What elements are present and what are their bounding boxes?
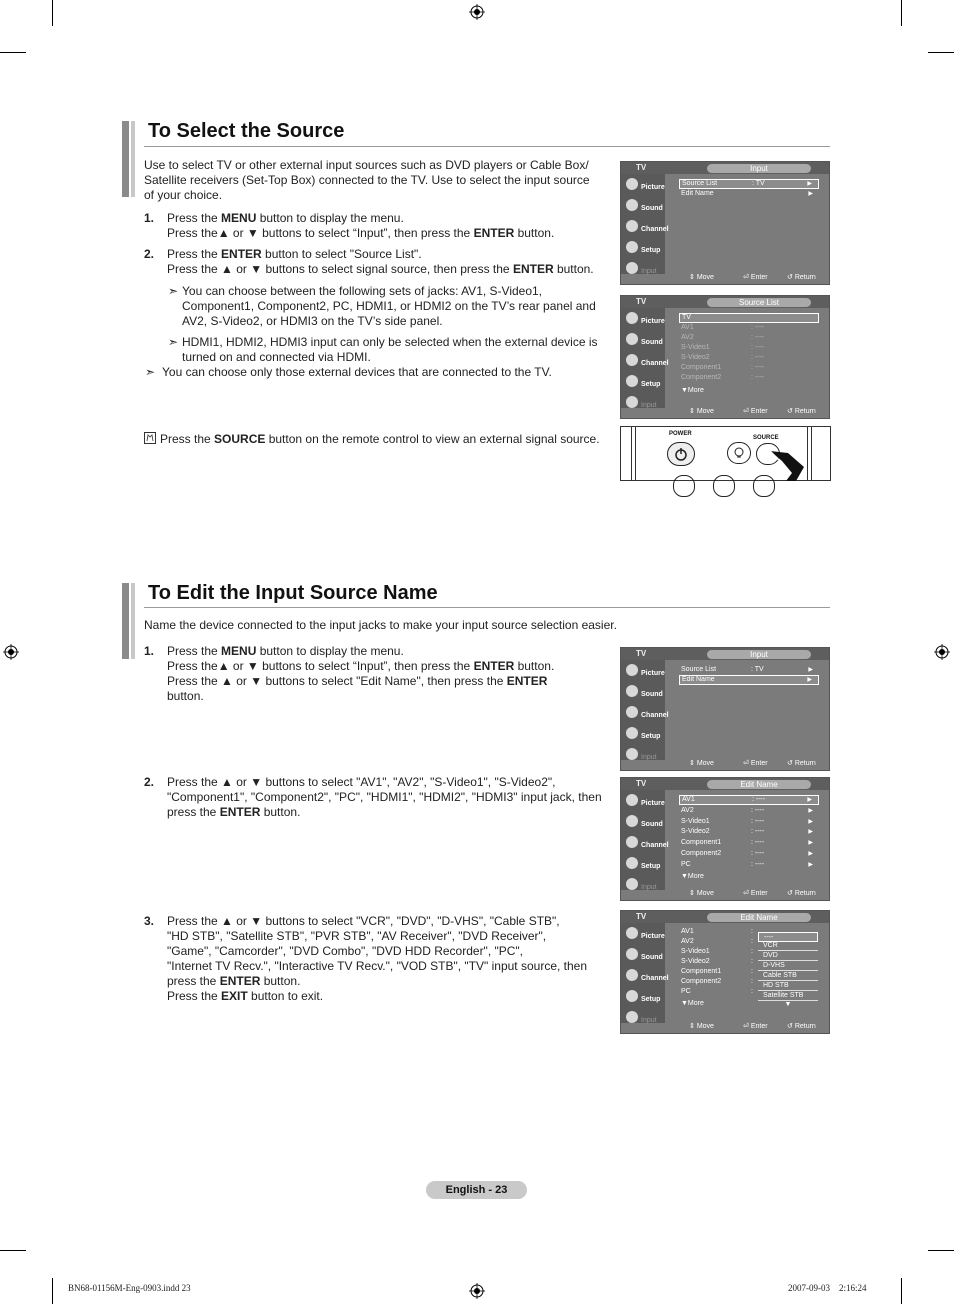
input-icon <box>626 262 638 274</box>
note-external-devices: You can choose only those external devices that are connected to the TV. <box>162 365 552 379</box>
sound-icon <box>626 333 638 345</box>
side-item-picture[interactable]: Picture <box>623 662 665 682</box>
return-hint: ↺ Return <box>787 274 816 281</box>
note-arrow-icon: ➣ <box>168 284 179 298</box>
side-item-sound[interactable]: Sound <box>623 197 665 217</box>
menu-tv-label: TV <box>636 779 647 788</box>
edit-item[interactable]: PC : <box>681 988 753 995</box>
source-item[interactable]: Component1 : ---- <box>681 364 765 371</box>
source-item[interactable]: AV2 : ---- <box>681 334 765 341</box>
side-item-input[interactable]: Input <box>623 876 665 896</box>
dropdown-option[interactable]: Satellite STB <box>758 991 818 1001</box>
crop-mark <box>928 1250 954 1251</box>
dropdown-option[interactable]: D-VHS <box>758 961 818 971</box>
sound-icon <box>626 199 638 211</box>
side-item-channel[interactable]: Channel <box>623 704 665 724</box>
side-item-picture[interactable]: Picture <box>623 925 665 945</box>
move-hint: ⇕ Move <box>689 274 714 281</box>
side-item-channel[interactable]: Channel <box>623 352 665 372</box>
side-item-sound[interactable]: Sound <box>623 813 665 833</box>
move-hint: ⇕ Move <box>689 1023 714 1030</box>
edit-item[interactable]: Component1 : <box>681 968 753 975</box>
source-item[interactable]: Component2 : ---- <box>681 374 765 381</box>
edit-item[interactable]: S-Video1 : <box>681 948 753 955</box>
menu-heading: Input <box>707 650 811 659</box>
side-item-channel[interactable]: Channel <box>623 967 665 987</box>
sound-icon <box>626 815 638 827</box>
more-item[interactable]: ▼More <box>681 387 704 394</box>
enter-hint: ⏎ Enter <box>743 274 768 281</box>
section-accent-bar <box>131 121 135 197</box>
remote-tip-icon <box>144 432 158 448</box>
side-item-input[interactable]: Input <box>623 260 665 280</box>
print-file-name: BN68-01156M-Eng-0903.indd 23 <box>68 1283 191 1293</box>
section-title: To Edit the Input Source Name <box>148 582 438 604</box>
step-1-text: Press the MENU button to display the menu. Press the▲ or ▼ buttons to select “Input”, then press the ENTER button. <box>167 211 555 240</box>
edit-item[interactable]: S-Video2 : <box>681 958 753 965</box>
source-item-tv[interactable]: TV <box>679 313 819 323</box>
source-item[interactable]: S-Video2 : ---- <box>681 354 765 361</box>
menu-item-source-list[interactable]: Source List : TV ▶ <box>681 666 813 673</box>
crop-mark <box>901 1278 902 1304</box>
sound-icon <box>626 685 638 697</box>
input-icon <box>626 748 638 760</box>
picture-icon <box>626 178 638 190</box>
dropdown-option[interactable]: VCR <box>758 941 818 951</box>
menu-footer <box>665 1021 829 1033</box>
channel-icon <box>626 706 638 718</box>
edit-item[interactable]: S-Video1 : ---- ▶ <box>681 818 813 825</box>
menu-tv-label: TV <box>636 163 647 172</box>
menu-heading: Edit Name <box>707 913 811 922</box>
picture-icon <box>626 927 638 939</box>
channel-icon <box>626 354 638 366</box>
tv-menu-input-edit <box>620 647 830 771</box>
side-item-setup[interactable]: Setup <box>623 988 665 1008</box>
dropdown-scroll-down-icon[interactable]: ▼ <box>784 1001 792 1008</box>
edit-step-1-text: Press the MENU button to display the menu. Press the▲ or ▼ buttons to select “Input”, then press the ENTER button. Press the ▲ or ▼ buttons to select "Edit Name", then press the ENTER button. <box>167 644 555 703</box>
note-jacks: You can choose between the following sets of jacks: AV1, S-Video1, Component1, Component2, PC, HDMI1, or HDMI2 on the TV’s rear panel and AV2, S-Video2, or HDMI3 on the TV’s side panel. <box>182 284 596 328</box>
side-item-picture[interactable]: Picture <box>623 176 665 196</box>
edit-item[interactable]: AV2 : <box>681 938 753 945</box>
picture-icon <box>626 664 638 676</box>
power-button[interactable] <box>667 442 695 466</box>
channel-icon <box>626 220 638 232</box>
step-number: 2. <box>144 247 155 261</box>
menu-footer <box>665 406 829 418</box>
section-accent-bar <box>131 583 135 659</box>
step-2-text: Press the ENTER button to select "Source List". Press the ▲ or ▼ buttons to select signal source, then press the ENTER button. <box>167 247 594 276</box>
edit-item[interactable]: Component2 : <box>681 978 753 985</box>
edit-item[interactable]: Component1 : ---- ▶ <box>681 839 813 846</box>
tv-menu-edit-name-dropdown <box>620 910 830 1034</box>
tv-menu-input <box>620 161 830 285</box>
step-number: 2. <box>144 775 155 789</box>
pointer-hand-icon <box>766 447 806 481</box>
input-icon <box>626 878 638 890</box>
picture-icon <box>626 794 638 806</box>
move-hint: ⇕ Move <box>689 890 714 897</box>
side-item-sound[interactable]: Sound <box>623 331 665 351</box>
side-item-setup[interactable]: Setup <box>623 373 665 393</box>
more-item[interactable]: ▼More <box>681 1000 704 1007</box>
crop-mark <box>928 52 954 53</box>
menu-footer <box>665 888 829 900</box>
return-hint: ↺ Return <box>787 1023 816 1030</box>
remote-control-illustration <box>620 426 831 481</box>
edit-item[interactable]: AV1 : <box>681 928 753 935</box>
edit-step-3-text: Press the ▲ or ▼ buttons to select "VCR", "DVD", "D-VHS", "Cable STB", "HD STB", "Satellite STB", "PVR STB", "AV Receiver", "DVD Receiver", "Game", "Camcorder", "DVD Combo", "DVD HDD Recorder", "PC", "Internet TV Recv.", "Interactive TV Recv.", "VOD STB", "TV" input source, then press the ENTER button. Press the EXIT button to exit. <box>167 914 588 1003</box>
section-accent-bar <box>122 121 129 197</box>
setup-icon <box>626 727 638 739</box>
crop-mark <box>52 0 53 26</box>
menu-item-source-list[interactable]: Source List : TV ▶ <box>679 179 819 189</box>
side-item-input[interactable]: Input <box>623 1009 665 1029</box>
setup-icon <box>626 375 638 387</box>
channel-icon <box>626 969 638 981</box>
dropdown-option[interactable]: HD STB <box>758 981 818 991</box>
more-item[interactable]: ▼More <box>681 873 704 880</box>
setup-icon <box>626 990 638 1002</box>
section-accent-bar <box>122 583 129 659</box>
registration-mark-icon <box>469 4 485 20</box>
sound-icon <box>626 948 638 960</box>
source-item[interactable]: AV1 : ---- <box>681 324 765 331</box>
move-hint: ⇕ Move <box>689 760 714 767</box>
menu-item-edit-name[interactable]: Edit Name ▶ <box>679 675 819 685</box>
side-item-channel[interactable]: Channel <box>623 218 665 238</box>
enter-hint: ⏎ Enter <box>743 760 768 767</box>
dropdown-option[interactable]: DVD <box>758 951 818 961</box>
intro-paragraph: Name the device connected to the input jacks to make your input source selection easier. <box>144 618 617 632</box>
menu-heading: Source List <box>707 298 811 307</box>
tv-menu-edit-name <box>620 777 830 901</box>
power-icon <box>668 443 694 465</box>
section-divider <box>144 146 830 147</box>
enter-hint: ⏎ Enter <box>743 408 768 415</box>
move-hint: ⇕ Move <box>689 408 714 415</box>
enter-hint: ⏎ Enter <box>743 890 768 897</box>
dropdown-option[interactable]: Cable STB <box>758 971 818 981</box>
section-title: To Select the Source <box>148 120 345 142</box>
picture-icon <box>626 312 638 324</box>
side-item-setup[interactable]: Setup <box>623 855 665 875</box>
setup-icon <box>626 857 638 869</box>
menu-tv-label: TV <box>636 297 647 306</box>
side-item-channel[interactable]: Channel <box>623 834 665 854</box>
return-hint: ↺ Return <box>787 890 816 897</box>
input-icon <box>626 396 638 408</box>
intro-paragraph: Use to select TV or other external input sources such as DVD players or Cable Box/ Satellite receivers (Set-Top Box) connected to the TV. Use to select the input source of your choice. <box>144 158 590 202</box>
side-item-setup[interactable]: Setup <box>623 725 665 745</box>
return-hint: ↺ Return <box>787 760 816 767</box>
side-item-picture[interactable]: Picture <box>623 792 665 812</box>
page-number-badge: English - 23 <box>426 1181 527 1199</box>
crop-mark <box>0 1250 26 1251</box>
power-label: POWER <box>669 431 692 437</box>
edit-item[interactable]: PC : ---- ▶ <box>681 861 813 868</box>
menu-item-edit-name[interactable]: Edit Name ▶ <box>681 190 813 197</box>
return-hint: ↺ Return <box>787 408 816 415</box>
registration-mark-icon <box>469 1283 485 1299</box>
edit-item[interactable]: AV2 : ---- ▶ <box>681 807 813 814</box>
tv-menu-source-list <box>620 295 830 419</box>
side-item-sound[interactable]: Sound <box>623 946 665 966</box>
side-item-sound[interactable]: Sound <box>623 683 665 703</box>
edit-item[interactable]: AV1 : ---- ▶ <box>679 795 819 805</box>
note-arrow-icon: ➣ <box>168 335 179 349</box>
dropdown-option-selected[interactable]: ---- <box>758 932 818 942</box>
print-timestamp: 2007-09-03 2:16:24 <box>788 1283 867 1293</box>
step-number: 3. <box>144 914 155 928</box>
note-arrow-icon: ➣ <box>145 365 156 379</box>
light-button[interactable] <box>727 442 751 464</box>
menu-tv-label: TV <box>636 649 647 658</box>
light-bulb-icon <box>728 443 750 463</box>
remote-tip: Press the SOURCE button on the remote control to view an external signal source. <box>160 432 600 446</box>
menu-heading: Input <box>707 164 811 173</box>
side-item-setup[interactable]: Setup <box>623 239 665 259</box>
step-number: 1. <box>144 644 155 658</box>
step-number: 1. <box>144 211 155 225</box>
side-item-input[interactable]: Input <box>623 394 665 414</box>
source-item[interactable]: S-Video1 : ---- <box>681 344 765 351</box>
registration-mark-icon <box>934 644 950 660</box>
crop-mark <box>0 52 26 53</box>
input-icon <box>626 1011 638 1023</box>
side-item-input[interactable]: Input <box>623 746 665 766</box>
setup-icon <box>626 241 638 253</box>
section-divider <box>144 607 830 608</box>
crop-mark <box>901 0 902 26</box>
edit-item[interactable]: Component2 : ---- ▶ <box>681 850 813 857</box>
menu-footer <box>665 758 829 770</box>
source-label: SOURCE <box>753 435 779 441</box>
channel-icon <box>626 836 638 848</box>
side-item-picture[interactable]: Picture <box>623 310 665 330</box>
edit-item[interactable]: S-Video2 : ---- ▶ <box>681 828 813 835</box>
menu-tv-label: TV <box>636 912 647 921</box>
menu-heading: Edit Name <box>707 780 811 789</box>
menu-footer <box>665 272 829 284</box>
edit-step-2-text: Press the ▲ or ▼ buttons to select "AV1", "AV2", "S-Video1", "S-Video2", "Component1", "Component2", "PC", "HDMI1", "HDMI2", "HDMI3" input jack, then press the ENTER button. <box>167 775 602 819</box>
registration-mark-icon <box>3 644 19 660</box>
enter-hint: ⏎ Enter <box>743 1023 768 1030</box>
crop-mark <box>52 1278 53 1304</box>
note-hdmi: HDMI1, HDMI2, HDMI3 input can only be selected when the external device is turned on and connected via HDMI. <box>182 335 598 364</box>
